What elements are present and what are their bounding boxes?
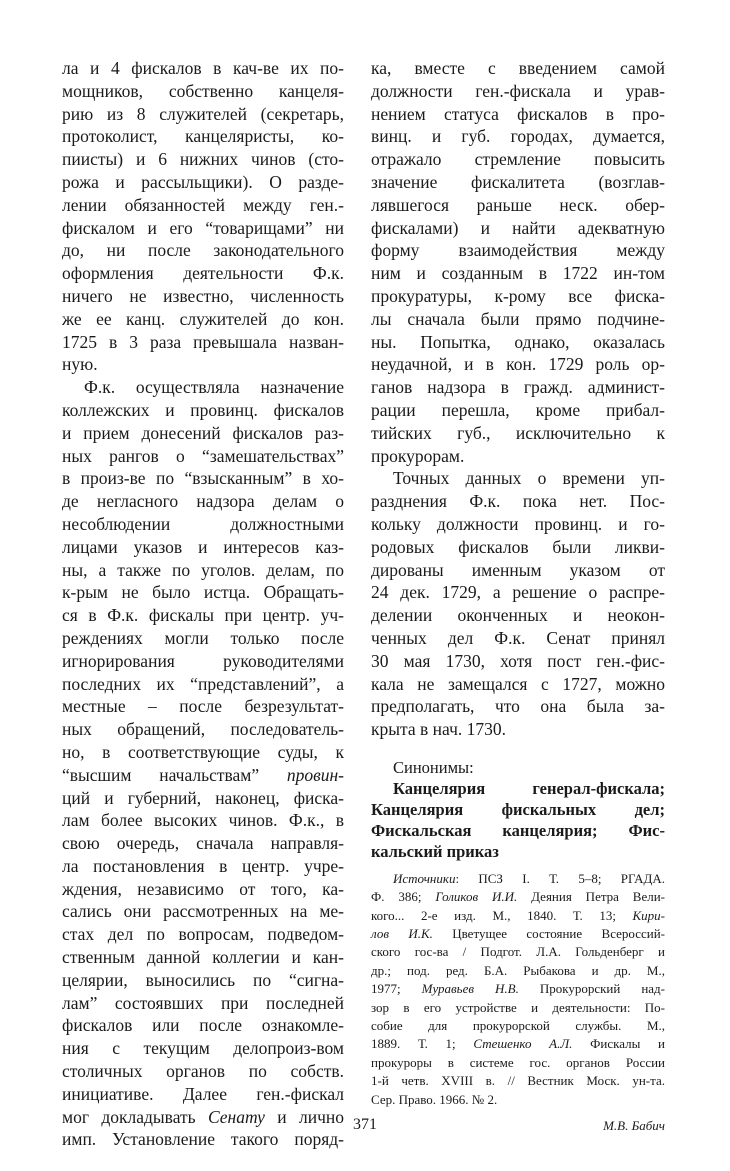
- text-line: должности ген.-фискала и урав-: [371, 80, 665, 101]
- text-line: столичных органов по собств.: [62, 1061, 344, 1082]
- right-column: [371, 57, 665, 1135]
- text-line: ния с текущим делопроиз-вом: [62, 1038, 344, 1059]
- text-line: рации перешла, кроме прибал-: [371, 399, 665, 420]
- text-line: мощников, собственно канцеля-: [62, 80, 344, 101]
- text-line: рию из 8 служителей (секретарь,: [62, 103, 344, 124]
- text-fragment: Прокурорский над-: [518, 981, 665, 997]
- text-line: дированы именным указом от: [371, 559, 665, 580]
- synonyms-label: Синонимы:: [393, 757, 474, 777]
- text-line: лам более высоких чинов. Ф.к., в: [62, 810, 344, 831]
- text-line: ную.: [62, 354, 98, 375]
- sources-line: др.; под. ред. Б.А. Рыбакова и др. М.,: [371, 962, 665, 978]
- text-line: ных рангов о “замешательствах”: [62, 445, 344, 466]
- text-line: прокуратуры, к-рому все фиска-: [371, 285, 665, 306]
- text-line: игнорирования руководителями: [62, 650, 344, 671]
- text-line: же ее канц. служителей до кон.: [62, 308, 344, 329]
- italic-term: провин-: [286, 764, 344, 785]
- text-line: к-рым не было истца. Обращать-: [62, 582, 344, 603]
- text-line: фискалами) и найти адекватную: [371, 217, 665, 238]
- text-line: форму взаимодействия между: [371, 240, 665, 261]
- text-line: ны. Попытка, однако, оказалась: [371, 331, 665, 352]
- spacer: [371, 749, 665, 757]
- text-line: лении обязанностей между ген.-: [62, 194, 344, 215]
- text-line: ченных дел Ф.к. Сенат принял: [371, 627, 665, 648]
- text-line: значение фискалитета (возглав-: [371, 171, 665, 192]
- sources-line: прокуроры в системе гос. органов России: [371, 1054, 665, 1070]
- text-line: ничего не известно, численность: [62, 285, 344, 306]
- text-fragment: Цветущее состояние Всероссий-: [432, 926, 665, 942]
- spacer: [371, 862, 665, 870]
- text-line: коллежских и провинц. фискалов: [62, 399, 344, 420]
- text-line: местные – после безрезультат-: [62, 696, 344, 717]
- synonym-line: Канцелярия фискальных дел;: [371, 799, 665, 819]
- sources-line: [371, 907, 665, 925]
- text-line: ла и 4 фискалов в кач-ве их по-: [62, 58, 344, 78]
- text-fragment: Фискалы и: [572, 1036, 665, 1052]
- text-fragment: 1889. Т. 1;: [371, 1036, 456, 1052]
- text-fragment: Ф. 386;: [371, 889, 422, 905]
- author-signature: М.В. Бабич: [603, 1117, 665, 1133]
- author-ref: Голиков И.И.: [435, 889, 518, 905]
- author-ref: Муравьев Н.В.: [421, 981, 519, 997]
- text-fragment: кого... 2-е изд. М., 1840. Т. 13;: [371, 907, 616, 923]
- page-number: 371: [353, 1116, 377, 1133]
- sources-line: [371, 888, 665, 906]
- sources-line: [371, 925, 665, 943]
- sources-line: [371, 980, 665, 998]
- sources-line: ского гос-ва / Подгот. Л.А. Гольденберг и: [371, 944, 665, 960]
- text-line: тийских губ., исключительно к: [371, 422, 665, 443]
- text-line: ны, а также по уголов. делам, по: [62, 559, 344, 580]
- text-line: делении оконченных и неокон-: [371, 605, 665, 626]
- text-line: ганов надзора в гражд. админист-: [371, 377, 665, 398]
- text-line: свою очередь, сначала направля-: [62, 833, 344, 854]
- text-line: [62, 764, 344, 787]
- spacer: [371, 741, 665, 749]
- text-line: лицами указов и интересов каз-: [62, 536, 344, 557]
- text-line: целярии, выносились по “сигна-: [62, 969, 344, 990]
- text-line: реждениях могли только после: [62, 627, 344, 648]
- sources-line: Сер. Право. 1966. № 2.: [371, 1091, 498, 1107]
- sources-line: [371, 870, 665, 888]
- text-line: протоколист, канцеляристы, ко-: [62, 126, 344, 147]
- text-line: ных обращений, последователь-: [62, 719, 344, 740]
- paragraph-start: Ф.к. осуществляла назначение: [84, 377, 344, 398]
- text-fragment: : ПСЗ I. Т. 5–8; РГАДА.: [455, 870, 665, 886]
- text-line: лы сначала были прямо подчине-: [371, 308, 665, 329]
- text-line: пиисты) и 6 нижних чинов (сто-: [62, 149, 344, 170]
- text-line: фискалов или после ознакомле-: [62, 1015, 344, 1036]
- text-line: неудачной, и в кон. 1729 роль ор-: [371, 354, 665, 375]
- text-line: последних их “представлений”, а: [62, 673, 344, 694]
- synonym-line: Канцелярия генерал-фискала;: [393, 778, 665, 798]
- sources-label: Источники: [393, 870, 456, 886]
- text-fragment: Деяния Петра Вели-: [517, 889, 666, 905]
- text-line: ственным данной коллегии и кан-: [62, 947, 344, 968]
- text-line: ций и губерний, наконец, фиска-: [62, 787, 344, 808]
- text-line: и прием донесений фискалов раз-: [62, 422, 344, 443]
- text-line: инициативе. Далее ген.-фискал: [62, 1083, 344, 1104]
- text-line: лявшегося раньше неск. обер-: [371, 194, 665, 215]
- text-line: ла постановления в центр. учре-: [62, 855, 344, 876]
- text-line: 24 дек. 1729, а решение о распре-: [371, 582, 665, 603]
- author-ref: лов И.К.: [371, 926, 433, 942]
- text-line: прокурорам.: [371, 445, 465, 466]
- synonym-line: Фискальская канцелярия; Фис-: [371, 820, 665, 840]
- text-line: в произ-ве по “взысканным” в хо-: [62, 468, 344, 489]
- text-line: разднения Ф.к. пока нет. Пос-: [371, 491, 665, 512]
- text-line: кольку должности провинц. и го-: [371, 513, 665, 534]
- sources-line: собие для прокурорской службы. М.,: [371, 1018, 665, 1034]
- author-ref: Кири-: [632, 907, 666, 923]
- text-line: но, в соответствующие суды, к: [62, 741, 344, 762]
- author-ref: Стешенко А.Л.: [473, 1036, 573, 1052]
- text-line: кала не замещался с 1727, можно: [371, 673, 665, 694]
- sources-line: [371, 1035, 665, 1053]
- text-line: 1725 в 3 раза превышала назван-: [62, 331, 344, 352]
- text-line: ка, вместе с введением самой: [371, 58, 665, 78]
- text-line: родовых фискалов были ликви-: [371, 536, 665, 557]
- sources-line: зор в его устройстве и деятельности: По-: [371, 999, 665, 1015]
- text-line: ждения, независимо от того, ка-: [62, 878, 344, 899]
- text-fragment: 1977;: [371, 981, 401, 997]
- text-line: ся в Ф.к. фискалы при центр. уч-: [62, 605, 344, 626]
- text-fragment: и лично: [264, 1106, 345, 1127]
- text-line: имп. Установление такого поряд-: [62, 1129, 344, 1150]
- text-line: де негласного надзора делам о: [62, 491, 344, 512]
- text-fragment: “высшим начальствам”: [62, 764, 260, 785]
- text-line: нением статуса фискалов в про-: [371, 103, 665, 124]
- text-line: крыта в нач. 1730.: [371, 719, 507, 740]
- paragraph-start: Точных данных о времени уп-: [393, 468, 665, 489]
- text-line: до, ни после законодательного: [62, 240, 344, 261]
- italic-term: Сенату: [207, 1106, 265, 1127]
- text-line: винц. и губ. городах, думается,: [371, 126, 665, 147]
- text-line: несоблюдении должностными: [62, 513, 344, 534]
- text-line: сались они рассмотренных на ме-: [62, 901, 344, 922]
- text-line: фискалом и его “товарищами” ни: [62, 217, 344, 238]
- text-line: 30 мая 1730, хотя пост ген.-фис-: [371, 650, 665, 671]
- text-line: ним и созданным в 1722 ин-том: [371, 263, 665, 284]
- text-line: рожа и рассыльщики). О разде-: [62, 171, 344, 192]
- left-column: [62, 57, 344, 1151]
- synonym-line: кальский приказ: [371, 841, 499, 861]
- text-fragment: мог докладывать: [62, 1106, 196, 1127]
- sources-line: 1-й четв. XVIII в. // Вестник Моск. ун-та.: [371, 1073, 665, 1089]
- text-line: предполагать, что она была за-: [371, 696, 665, 717]
- text-line: отражало стремление повысить: [371, 149, 665, 170]
- text-line: оформления деятельности Ф.к.: [62, 263, 344, 284]
- text-line: лам” состоявших при последней: [62, 992, 344, 1013]
- text-line: стах дел по вопросам, подведом-: [62, 924, 344, 945]
